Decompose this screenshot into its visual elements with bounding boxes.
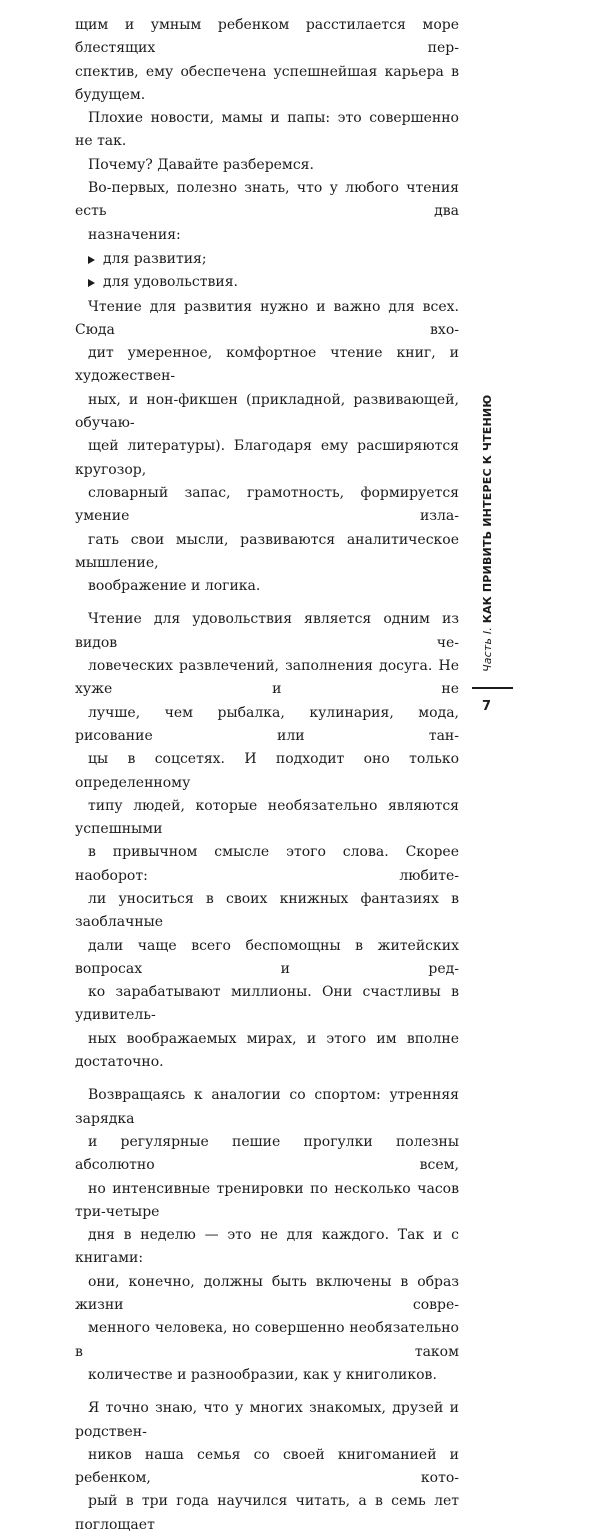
text-line: менного человека, но совершенно необязательно в таком bbox=[75, 1320, 459, 1360]
bullet-arrow-icon bbox=[88, 256, 95, 264]
text-line: количестве и разнообразии, как у книголиков. bbox=[88, 1366, 437, 1383]
running-head-title: КАК ПРИВИТЬ ИНТЕРЕС К ЧТЕНИЮ bbox=[481, 394, 494, 624]
paragraph-firstly bbox=[75, 177, 459, 247]
text-line: ловеческих развлечений, заполнения досуга. Не хуже и не bbox=[75, 658, 459, 698]
text-line: гать свои мысли, развиваются аналитическое мышление, bbox=[75, 531, 459, 571]
list-item-text: для удовольствия. bbox=[103, 274, 238, 291]
text-line: ных воображаемых мирах, и этого им вполне достаточно. bbox=[75, 1030, 459, 1071]
text-line: ных, и нон-фикшен (прикладной, развивающей, обучаю- bbox=[75, 391, 459, 432]
text-line: в привычном смысле этого слова. Скорее наоборот: любите- bbox=[75, 844, 459, 884]
text-line: лучше, чем рыбалка, кулинария, мода, рисование или тан- bbox=[75, 704, 459, 744]
text-line: щей литературы). Благодаря ему расширяются кругозор, bbox=[75, 438, 459, 478]
text-line: словарный запас, грамотность, формируется умение изла- bbox=[75, 484, 459, 525]
running-head bbox=[481, 395, 494, 672]
text-line: Чтение для развития нужно и важно для всех. Сюда вхо- bbox=[75, 298, 459, 338]
paragraph-sport-analogy bbox=[75, 1084, 459, 1387]
page-number: 7 bbox=[482, 699, 492, 714]
paragraph-reading-for-pleasure bbox=[75, 608, 459, 1074]
bullet-arrow-icon bbox=[88, 279, 95, 287]
text-line: ников наша семья со своей книгоманией и ребенком, кото- bbox=[75, 1446, 459, 1487]
text-line: спектив, ему обеспечена успешнейшая карьера в будущем. bbox=[75, 63, 459, 103]
page-body bbox=[75, 14, 459, 1537]
text-line: цы в соцсетях. И подходит оно только определенному bbox=[75, 751, 459, 791]
paragraph-reading-for-development bbox=[75, 296, 459, 599]
text-line: и регулярные пешие прогулки полезны абсолютно всем, bbox=[75, 1133, 459, 1174]
running-head-part: Часть I. bbox=[481, 626, 494, 672]
paragraph-family bbox=[75, 1397, 459, 1537]
text-line: Чтение для удовольствия является одним из видов че- bbox=[75, 611, 459, 651]
purposes-list bbox=[75, 248, 459, 295]
list-item bbox=[88, 248, 459, 271]
text-line: но интенсивные тренировки по несколько часов три-четыре bbox=[75, 1180, 459, 1220]
paragraph-why: Почему? Давайте разберемся. bbox=[88, 156, 314, 173]
text-line: назначения: bbox=[88, 226, 181, 243]
text-line: дали чаще всего беспомощны в житейских вопросах и ред- bbox=[75, 937, 459, 977]
text-line: они, конечно, должны быть включены в образ жизни совре- bbox=[75, 1273, 459, 1314]
running-head-rule bbox=[472, 687, 513, 689]
text-line: щим и умным ребенком расстилается море блестящих пер- bbox=[75, 17, 459, 57]
text-line: дит умеренное, комфортное чтение книг, и художествен- bbox=[75, 345, 459, 385]
text-line: Я точно знаю, что у многих знакомых, друзей и родствен- bbox=[75, 1400, 459, 1440]
paragraph-bad-news: Плохие новости, мамы и папы: это совершенно не так. bbox=[75, 110, 459, 150]
text-line: Во-первых, полезно знать, что у любого чтения есть два bbox=[75, 180, 459, 220]
text-line: рый в три года научился читать, а в семь лет поглощает bbox=[75, 1493, 459, 1533]
text-line: ли уноситься в своих книжных фантазиях в заоблачные bbox=[75, 890, 459, 931]
list-item bbox=[88, 271, 459, 294]
text-line: Возвращаясь к аналогии со спортом: утренняя зарядка bbox=[75, 1087, 459, 1127]
text-line: ко зарабатывают миллионы. Они счастливы в удивитель- bbox=[75, 984, 459, 1024]
text-line: дня в неделю — это не для каждого. Так и с книгами: bbox=[75, 1227, 459, 1267]
text-line: типу людей, которые необязательно являются успешными bbox=[75, 797, 459, 838]
list-item-text: для развития; bbox=[103, 250, 207, 267]
text-line: воображение и логика. bbox=[88, 578, 261, 595]
paragraph-continuation bbox=[75, 14, 459, 107]
